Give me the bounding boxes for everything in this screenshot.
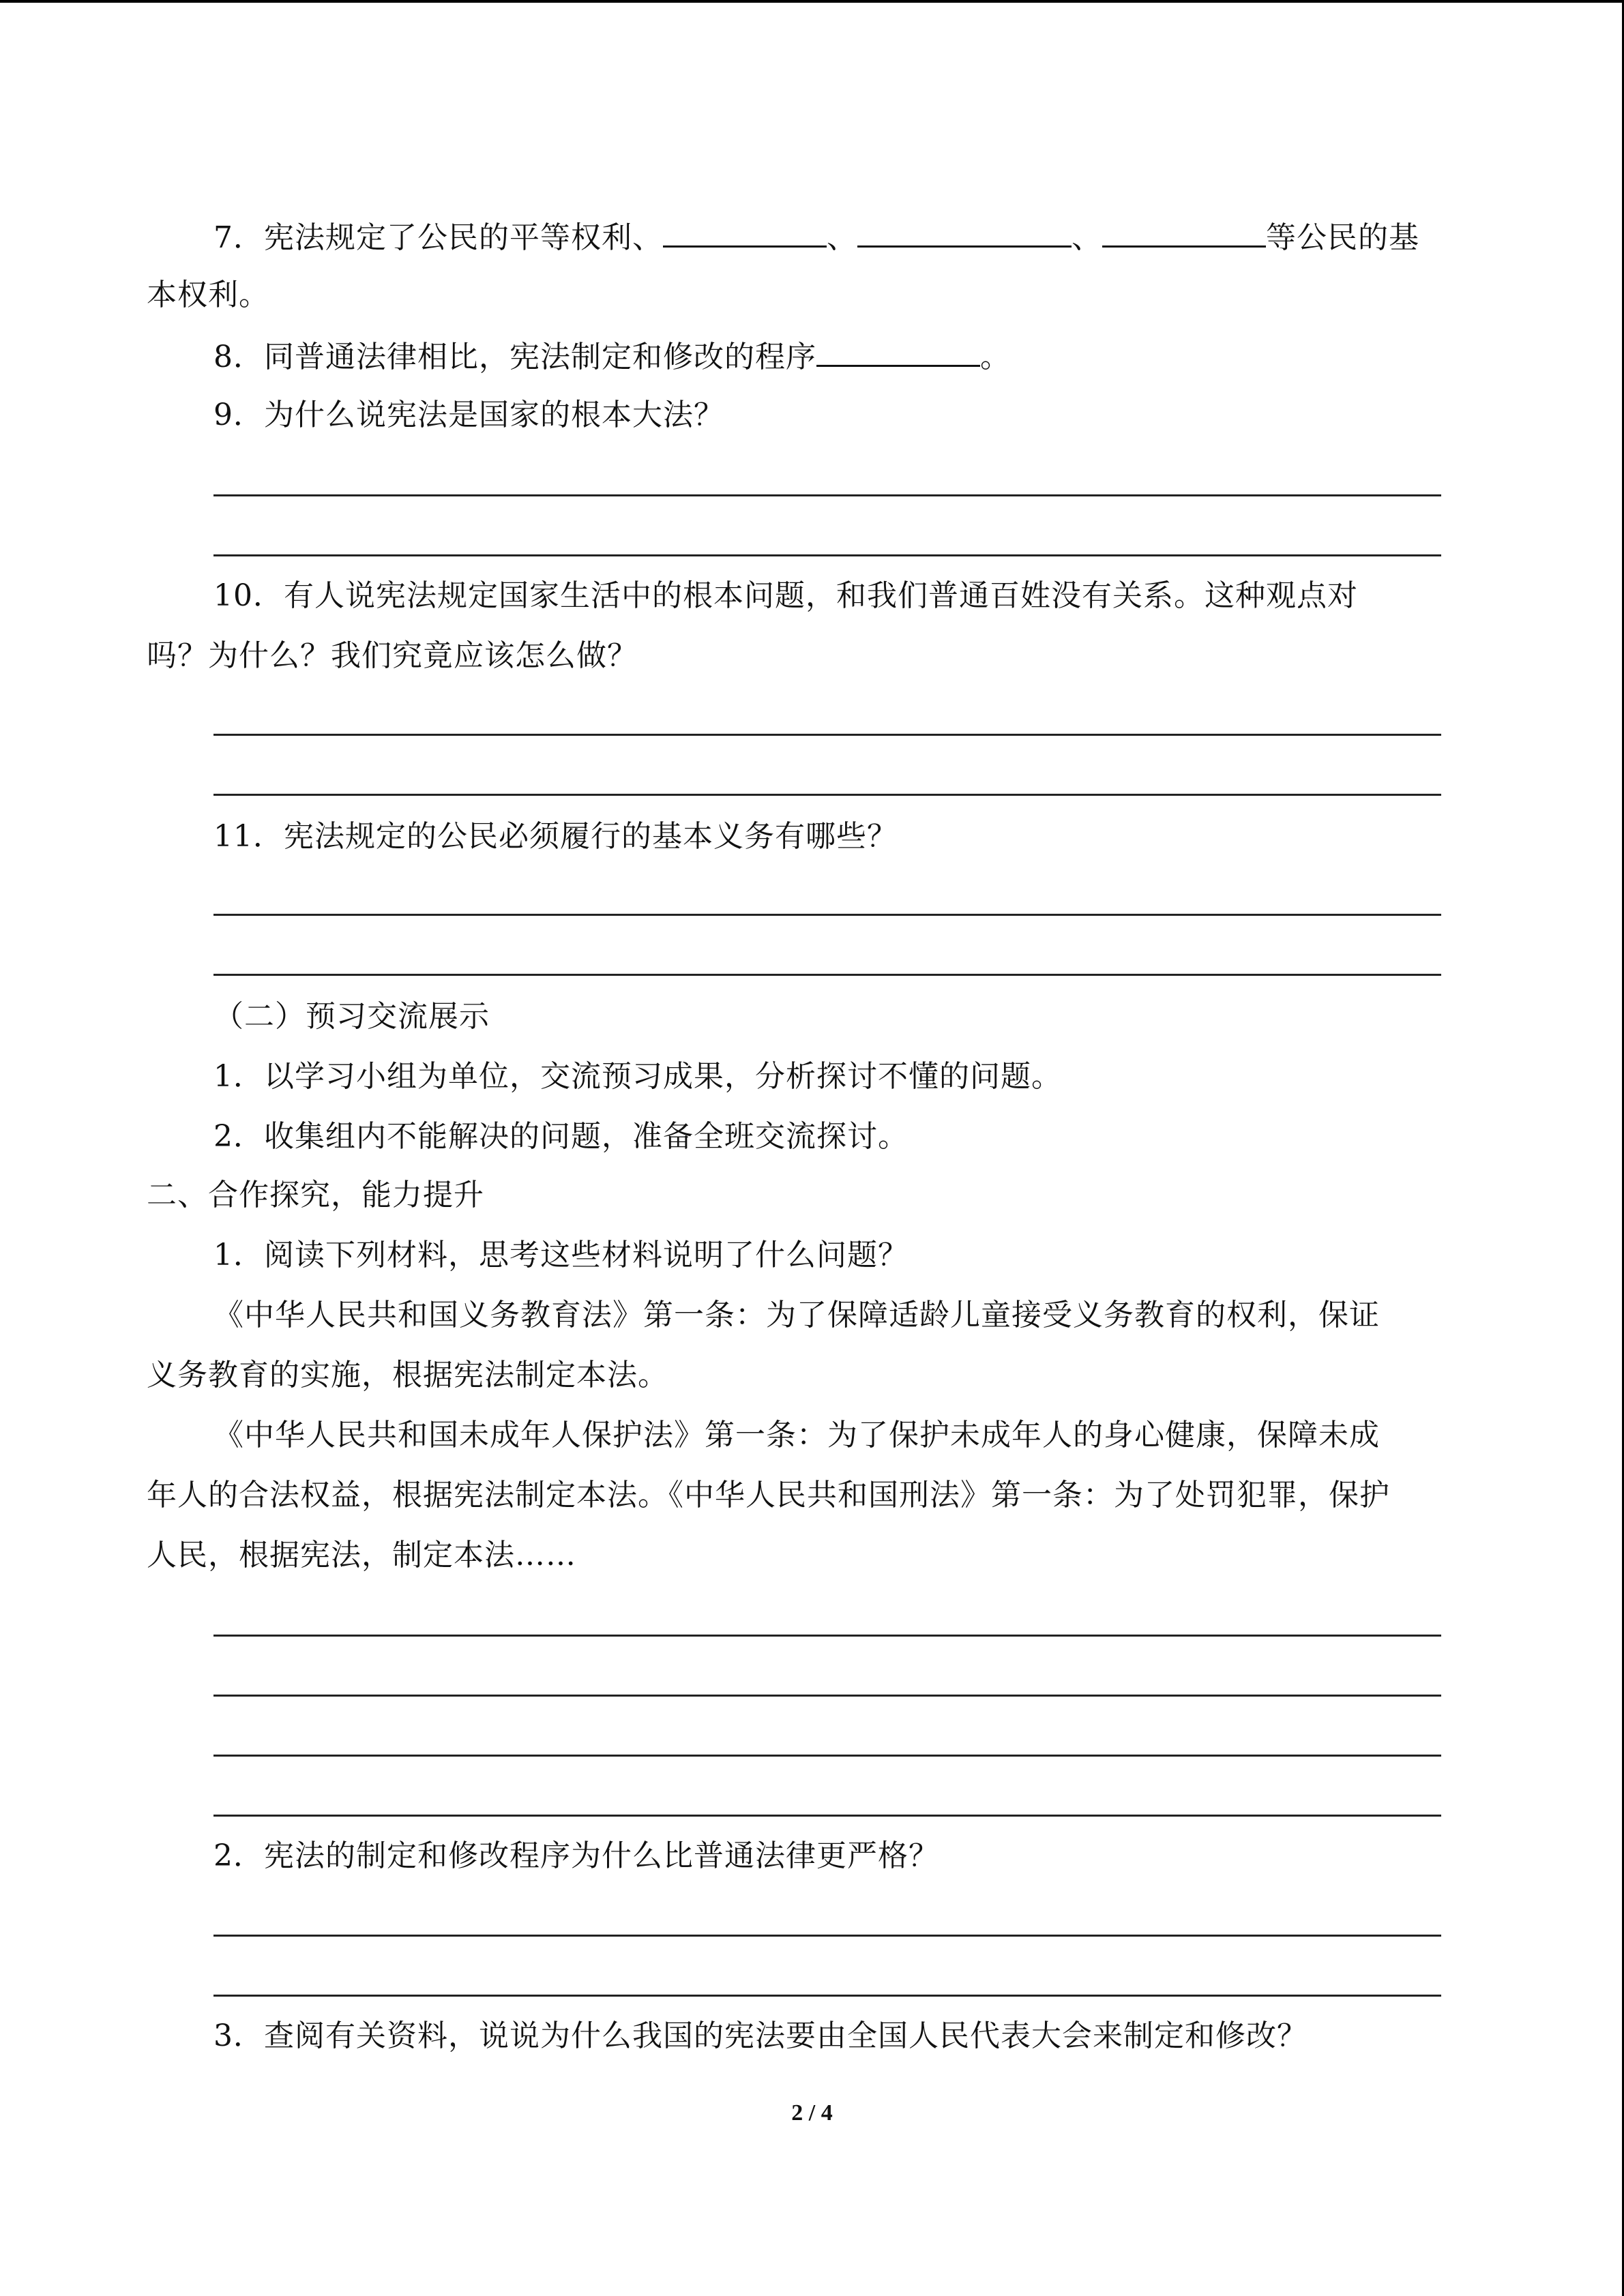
preview-section-heading: （二）预习交流展示 bbox=[213, 999, 490, 1034]
answer-line[interactable] bbox=[213, 914, 1441, 916]
question-7-separator-1: 、 bbox=[827, 220, 857, 255]
answer-line[interactable] bbox=[213, 554, 1441, 556]
material-2-line-1: 《中华人民共和国未成年人保护法》第一条：为了保护未成年人的身心健康，保障未成 bbox=[213, 1418, 1380, 1452]
material-2-line-3: 人民，根据宪法，制定本法…… bbox=[147, 1538, 576, 1572]
question-8-text-a: 8．同普通法律相比，宪法制定和修改的程序 bbox=[213, 340, 816, 374]
answer-line[interactable] bbox=[213, 974, 1441, 976]
answer-line[interactable] bbox=[213, 1695, 1441, 1697]
material-2-line-2: 年人的合法权益，根据宪法制定本法。《中华人民共和国刑法》第一条：为了处罚犯罪，保护 bbox=[147, 1478, 1390, 1512]
preview-item-1: 1．以学习小组为单位，交流预习成果，分析探讨不懂的问题。 bbox=[213, 1059, 1062, 1094]
preview-item-2: 2．收集组内不能解决的问题，准备全班交流探讨。 bbox=[213, 1119, 909, 1154]
answer-line[interactable] bbox=[213, 1635, 1441, 1637]
coop-question-2: 2．宪法的制定和修改程序为什么比普通法律更严格？ bbox=[213, 1838, 939, 1873]
answer-line[interactable] bbox=[213, 1815, 1441, 1817]
material-1-line-1: 《中华人民共和国义务教育法》第一条：为了保障适龄儿童接受义务教育的权利，保证 bbox=[213, 1298, 1380, 1332]
question-8 bbox=[213, 335, 1011, 378]
material-1-line-2: 义务教育的实施，根据宪法制定本法。 bbox=[147, 1358, 668, 1392]
question-10-line-1: 10．有人说宪法规定国家生活中的根本问题，和我们普通百姓没有关系。这种观点对 bbox=[213, 578, 1358, 613]
question-11: 11．宪法规定的公民必须履行的基本义务有哪些？ bbox=[213, 819, 898, 854]
question-7-blank-3[interactable] bbox=[1102, 215, 1266, 248]
question-7-line-1 bbox=[213, 215, 1419, 258]
coop-question-3: 3．查阅有关资料，说说为什么我国的宪法要由全国人民代表大会来制定和修改？ bbox=[213, 2018, 1308, 2053]
question-7-line-2: 本权利。 bbox=[147, 278, 269, 312]
question-8-blank[interactable] bbox=[816, 335, 980, 367]
coop-question-1-prompt: 1．阅读下列材料，思考这些材料说明了什么问题？ bbox=[213, 1238, 909, 1272]
page-number: 2 / 4 bbox=[791, 2100, 833, 2126]
question-7-blank-1[interactable] bbox=[663, 215, 827, 248]
answer-line[interactable] bbox=[213, 1995, 1441, 1997]
question-7-separator-2: 、 bbox=[1072, 220, 1102, 255]
question-7-text-b: 等公民的基 bbox=[1266, 220, 1419, 255]
question-10-line-2: 吗？为什么？我们究竟应该怎么做？ bbox=[147, 638, 638, 673]
question-9: 9．为什么说宪法是国家的根本大法？ bbox=[213, 398, 724, 432]
answer-line[interactable] bbox=[213, 1935, 1441, 1937]
answer-line[interactable] bbox=[213, 494, 1441, 496]
answer-line[interactable] bbox=[213, 794, 1441, 796]
cooperation-section-heading: 二、合作探究，能力提升 bbox=[147, 1178, 484, 1212]
question-7-blank-2[interactable] bbox=[857, 215, 1072, 248]
page-top-border bbox=[0, 0, 1624, 3]
answer-line[interactable] bbox=[213, 734, 1441, 736]
answer-line[interactable] bbox=[213, 1755, 1441, 1757]
question-7-text-a: 7．宪法规定了公民的平等权利、 bbox=[213, 220, 663, 255]
question-8-text-b: 。 bbox=[980, 340, 1011, 374]
